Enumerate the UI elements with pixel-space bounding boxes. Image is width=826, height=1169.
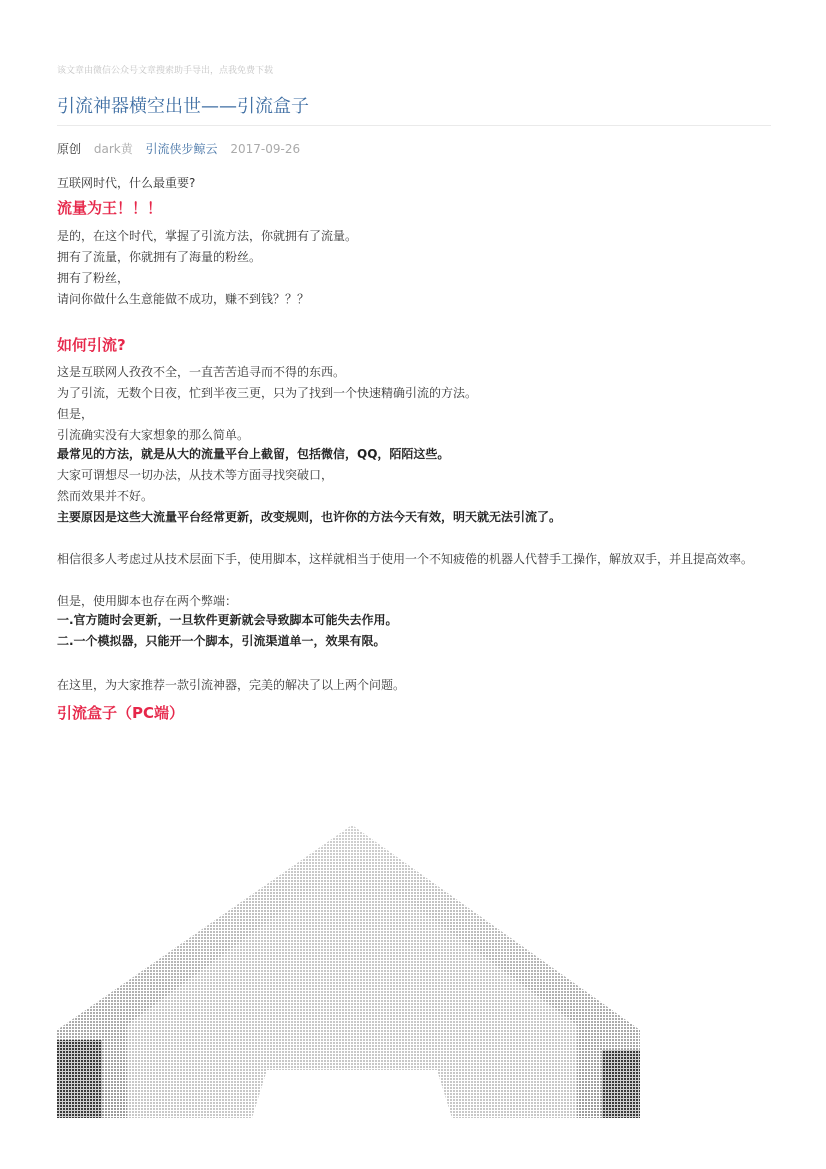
paragraph-line: 请问你做什么生意能做不成功，赚不到钱？？？ [57,292,310,306]
paragraph-line: 大家可谓想尽一切办法，从技术等方面寻找突破口， [57,468,334,482]
original-badge: 原创 [57,142,82,156]
heading-traffic-king: 流量为王！！！ [57,199,163,217]
bold-paragraph: 最常见的方法，就是从大的流量平台上截留，包括微信，QQ，陌陌这些。 [57,447,450,461]
paragraph-line: 为了引流，无数个日夜，忙到半夜三更，只为了找到一个快速精确引流的方法。 [57,386,478,400]
article-meta [57,140,309,157]
paragraph-script: 相信很多人考虑过从技术层面下手，使用脚本，这样就相当于使用一个不知疲倦的机器人代替手工操作，解放双手，并且提高效率。 [57,552,754,566]
heading-pc-box: 引流盒子（PC端） [57,704,185,722]
paragraph-line: 然而效果并不好。 [57,489,154,503]
title-divider [57,125,771,126]
product-image [57,820,640,1118]
product-image-graphic [57,820,640,1118]
bold-paragraph: 二.一个模拟器，只能开一个脚本，引流渠道单一，效果有限。 [57,634,386,648]
paragraph-line: 在这里，为大家推荐一款引流神器，完美的解决了以上两个问题。 [57,678,406,692]
account-link[interactable]: 引流侠步鲸云 [145,142,218,156]
author-name: dark黄 [93,142,133,156]
bold-paragraph: 主要原因是这些大流量平台经常更新，改变规则，也许你的方法今天有效，明天就无法引流了。 [57,510,562,524]
paragraph-line: 拥有了流量，你就拥有了海量的粉丝。 [57,250,262,264]
bold-paragraph: 一.官方随时会更新，一旦软件更新就会导致脚本可能失去作用。 [57,613,398,627]
heading-how-to-drive-traffic: 如何引流? [57,336,126,354]
paragraph-line: 但是， [57,407,94,421]
paragraph-line: 是的，在这个时代，掌握了引流方法，你就拥有了流量。 [57,229,358,243]
intro-text: 互联网时代，什么最重要? [57,176,196,190]
paragraph-line: 拥有了粉丝， [57,271,130,285]
export-notice-link[interactable]: 该文章由微信公众号文章搜索助手导出，点我免费下载 [57,66,274,76]
paragraph-line: 这是互联网人孜孜不全，一直苦苦追寻而不得的东西。 [57,365,346,379]
publish-date: 2017-09-26 [230,142,301,156]
paragraph-line: 引流确实没有大家想象的那么简单。 [57,428,250,442]
paragraph-line: 但是，使用脚本也存在两个弊端： [57,594,238,608]
article-title: 引流神器横空出世——引流盒子 [57,96,309,117]
